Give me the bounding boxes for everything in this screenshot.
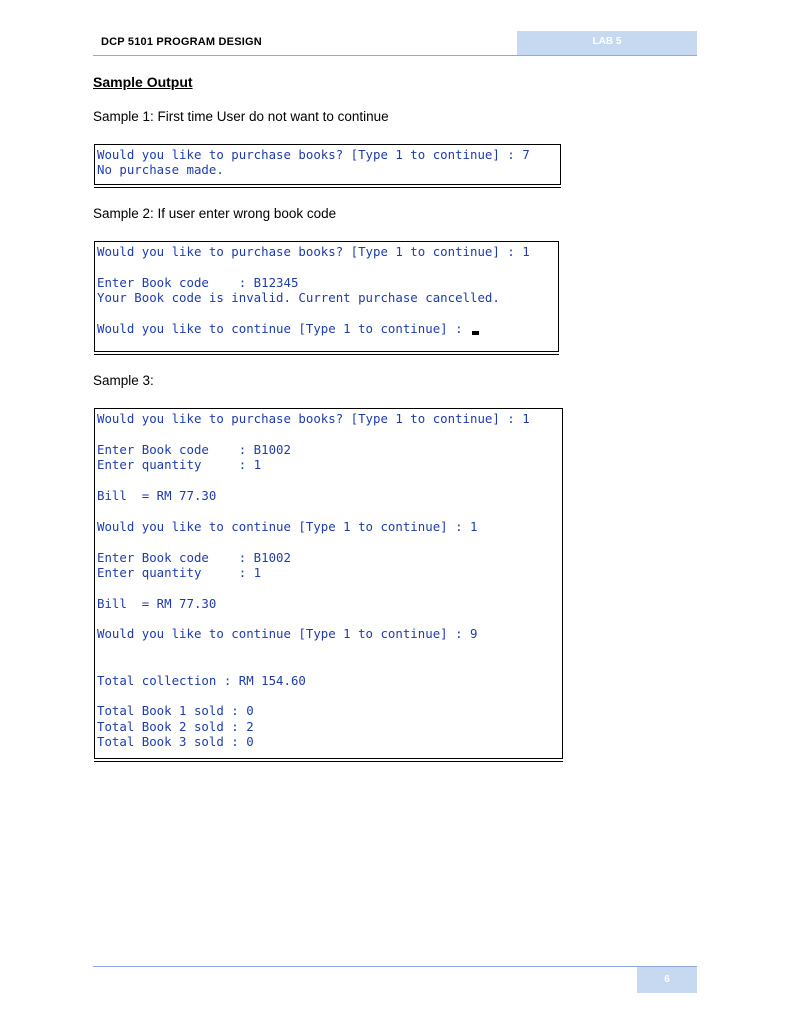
console-blank-line bbox=[97, 534, 562, 549]
sample-2-console bbox=[94, 241, 559, 352]
console-line: Would you like to purchase books? [Type 1 to continue] : 1 bbox=[97, 244, 530, 259]
console-line: Bill = RM 77.30 bbox=[97, 595, 217, 611]
sample-3-underline bbox=[94, 761, 563, 762]
console-line: Total Book 3 sold : 0 bbox=[97, 734, 254, 750]
console-line: Total Book 1 sold : 0 bbox=[97, 703, 254, 719]
course-title: DCP 5101 PROGRAM DESIGN bbox=[101, 36, 262, 48]
console-line: Total collection : RM 154.60 bbox=[97, 672, 306, 688]
sample-1-underline bbox=[94, 187, 561, 188]
console-blank-line bbox=[97, 611, 562, 626]
console-blank-line bbox=[97, 657, 562, 672]
lab-label: LAB 5 bbox=[517, 31, 697, 55]
console-line: Enter quantity : 1 bbox=[97, 564, 262, 580]
console-blank-line bbox=[97, 580, 562, 595]
text-cursor bbox=[472, 331, 479, 335]
sample-3-label: Sample 3: bbox=[93, 373, 154, 388]
console-line: Bill = RM 77.30 bbox=[97, 487, 217, 503]
console-line: Enter Book code : B1002 bbox=[97, 549, 291, 565]
console-line: Enter Book code : B1002 bbox=[97, 441, 291, 457]
console-prompt-line bbox=[97, 321, 558, 336]
footer-divider bbox=[93, 966, 697, 967]
console-line: Would you like to continue [Type 1 to continue] : bbox=[97, 320, 470, 336]
console-blank-line bbox=[97, 473, 562, 488]
console-blank-line bbox=[97, 503, 562, 518]
page-number: 6 bbox=[637, 967, 697, 993]
header-divider bbox=[93, 55, 697, 56]
console-line: Would you like to purchase books? [Type 1 to continue] : 1 bbox=[97, 411, 530, 426]
console-blank-line bbox=[97, 306, 558, 321]
section-title: Sample Output bbox=[93, 74, 193, 90]
sample-2-label: Sample 2: If user enter wrong book code bbox=[93, 206, 337, 221]
console-blank-line bbox=[97, 259, 558, 274]
console-line: Total Book 2 sold : 2 bbox=[97, 718, 254, 734]
sample-1-console bbox=[94, 144, 561, 185]
console-line: Your Book code is invalid. Current purchase cancelled. bbox=[97, 290, 500, 306]
sample-1-label: Sample 1: First time User do not want to continue bbox=[93, 109, 389, 124]
console-line: Enter quantity : 1 bbox=[97, 457, 262, 473]
sample-2-underline bbox=[94, 354, 559, 355]
console-blank-line bbox=[97, 642, 562, 657]
console-blank-line bbox=[97, 426, 562, 441]
sample-3-console bbox=[94, 408, 563, 759]
console-line: Would you like to continue [Type 1 to continue] : 1 bbox=[97, 518, 478, 534]
console-line: Would you like to continue [Type 1 to continue] : 9 bbox=[97, 626, 478, 642]
console-blank-line bbox=[97, 688, 562, 703]
console-line: Enter Book code : B12345 bbox=[97, 274, 299, 290]
console-line: Would you like to purchase books? [Type 1 to continue] : 7 bbox=[97, 147, 530, 162]
console-line: No purchase made. bbox=[97, 162, 224, 178]
